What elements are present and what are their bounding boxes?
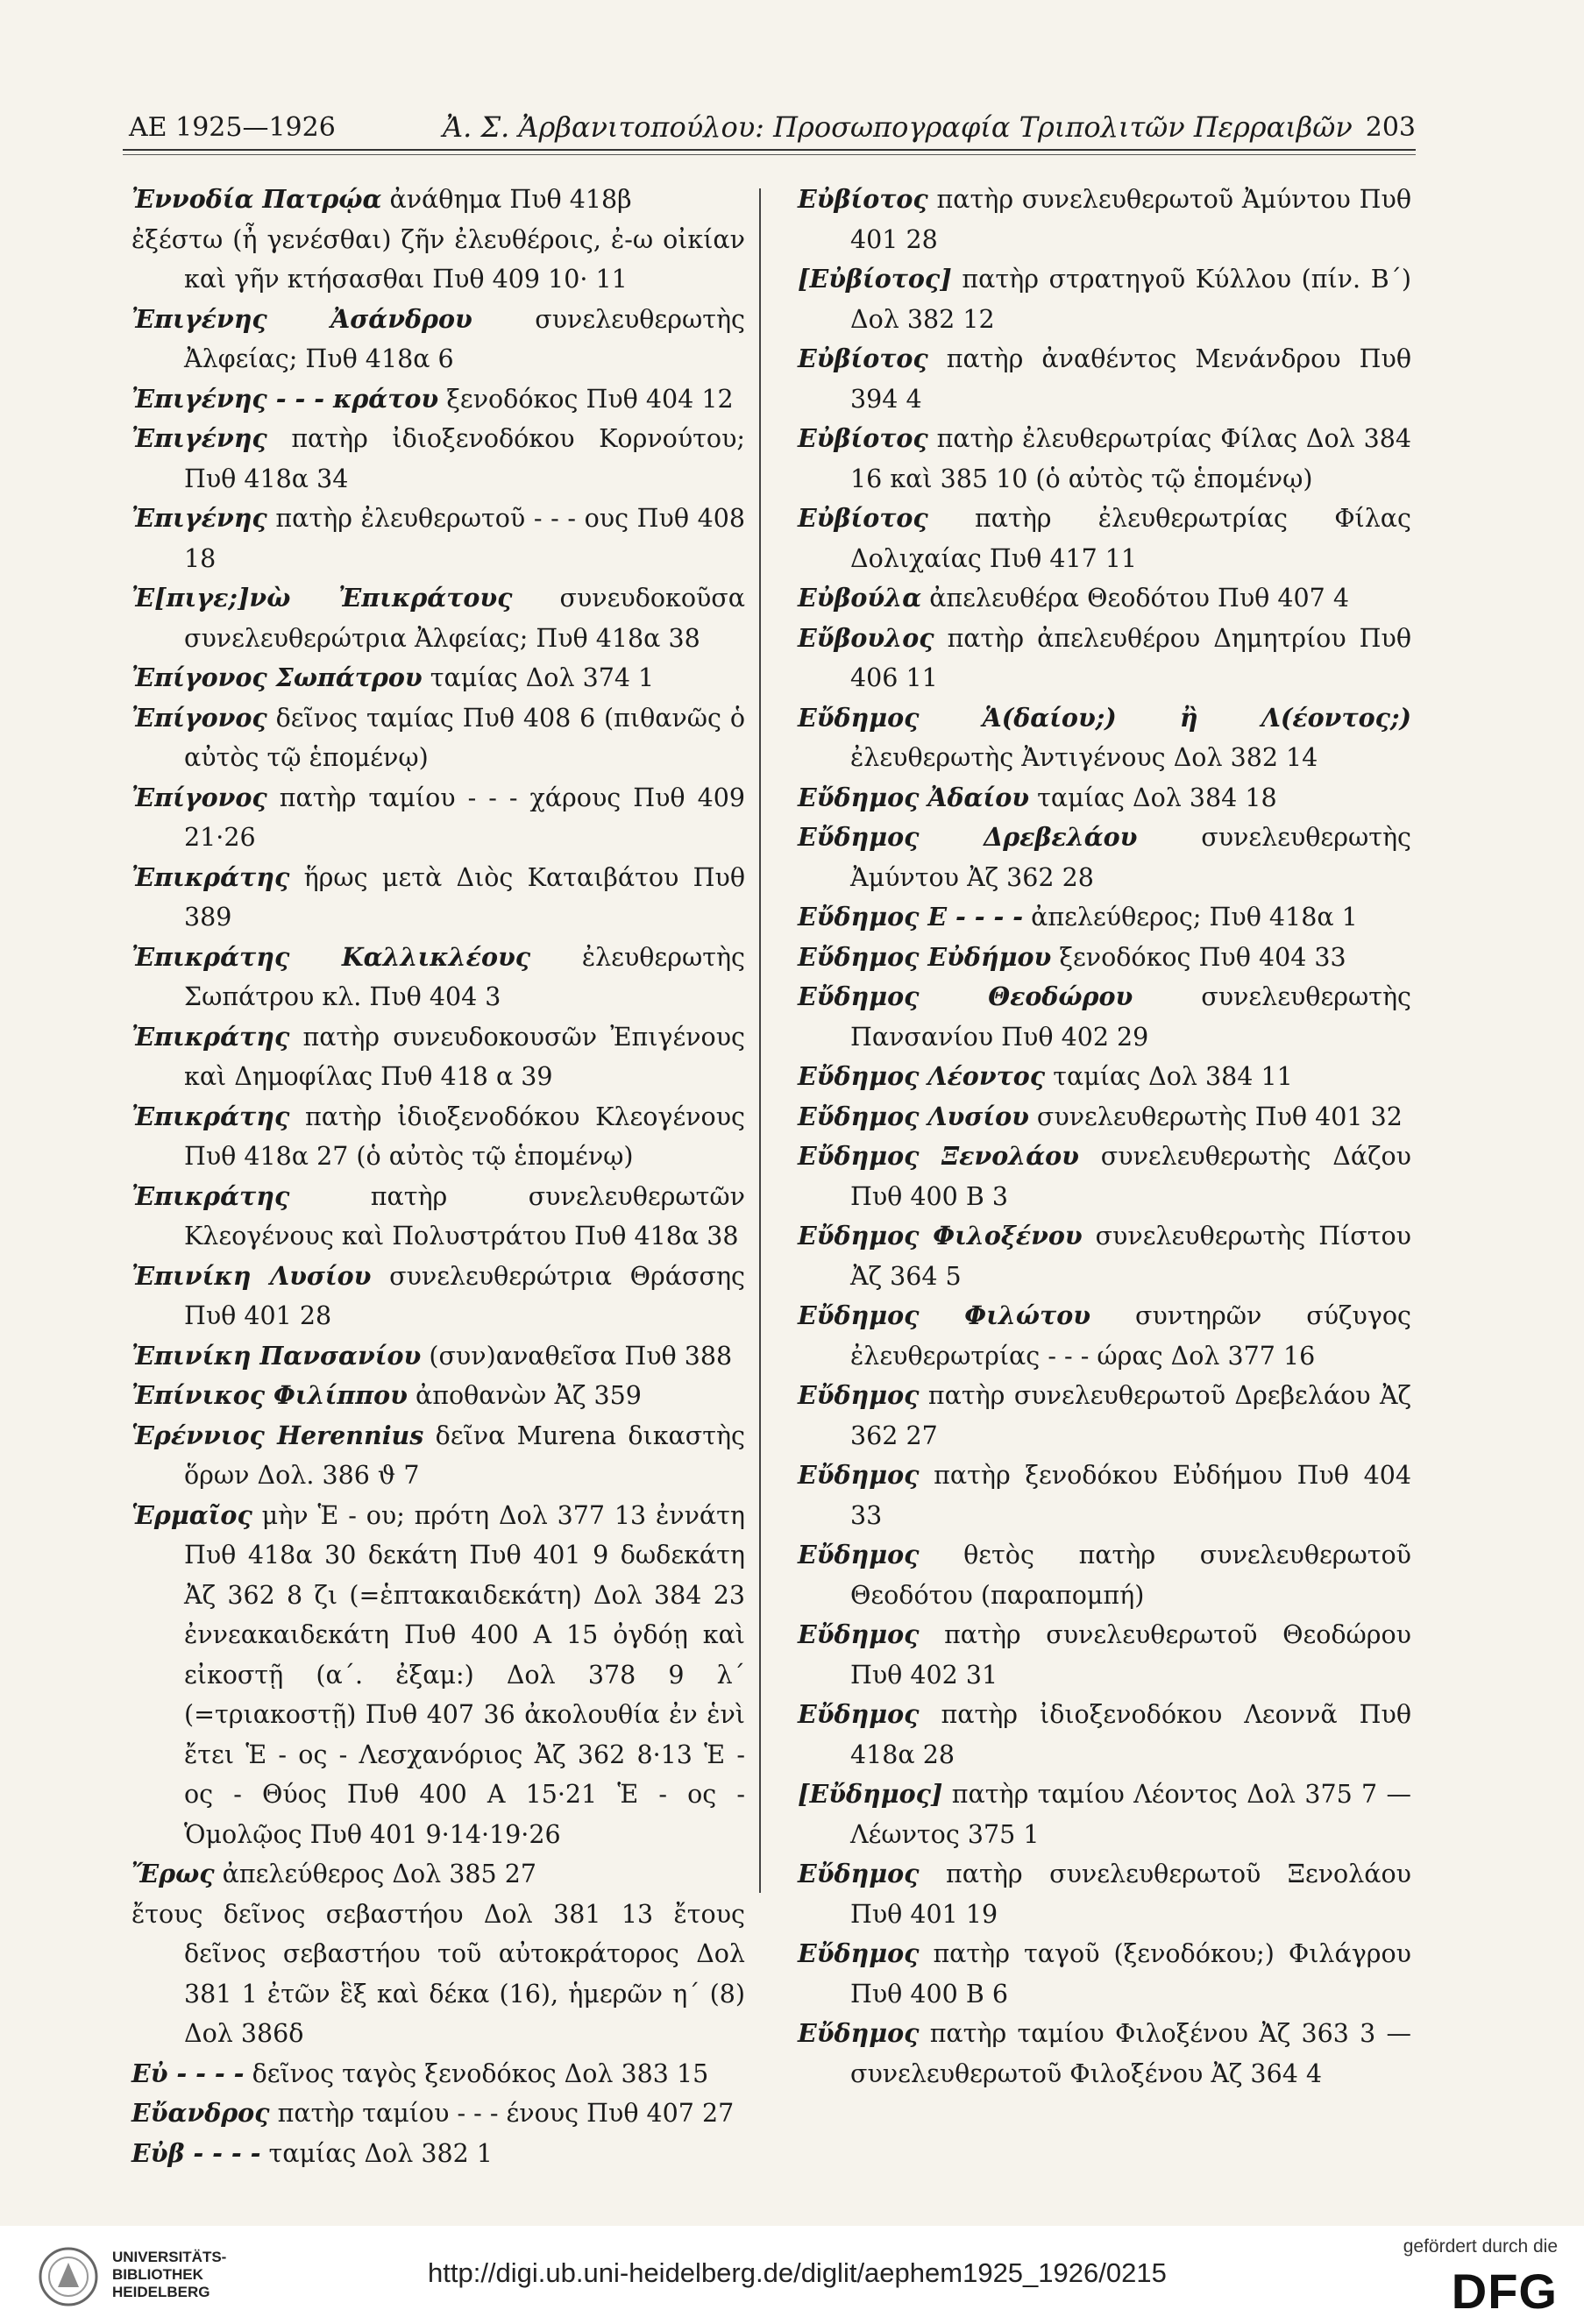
header-rule [123,149,1416,151]
entry-text: πατὴρ ξενοδόκου Εὐδήμου Πυθ 404 33 [850,1461,1412,1530]
footer [0,2226,1584,2324]
dfg-logo: DFG [1451,2264,1558,2319]
entry-name: Εὐ - - - - [131,2058,245,2088]
entry-name: Εὐβίοτος [798,184,928,214]
entry-name: Ἔρως [131,1859,215,1888]
entry-name: Εὔδημος [798,2018,920,2048]
entry-name: Εὔδημος Δρεβελάου [798,822,1138,852]
entry-text: πατὴρ συνελευθερωτοῦ Ἀμύντου Πυθ 401 28 [850,185,1411,254]
entry-name: Εὔδημος Ξενολάου [798,1141,1079,1171]
index-entry [131,1496,745,1855]
entry-text: πατὴρ ἰδιοξενοδόκου Κορνούτου; Πυθ 418α 34 [184,424,745,493]
entry-text: πατὴρ ταγοῦ (ξενοδόκου;) Φιλάγρου Πυθ 400 Β 6 [850,1939,1411,2009]
entry-name: Εὔδημος Φιλοξένου [798,1221,1083,1251]
running-title: Ἀ. Σ. Ἀρβανιτοπούλου: Προσωπογραφία Τριπολιτῶν Περραιβῶν [443,110,1353,144]
entry-text: ἀποθανὼν Ἀζ 359 [415,1381,642,1410]
entry-name: Ἐπίνικος Φιλίππου [131,1380,408,1410]
index-entry [798,938,1411,978]
entry-name: Εὔδημος [798,1859,920,1888]
index-entry [798,1535,1411,1615]
entry-text: συνελευθερωτὴς Πανσανίου Πυθ 402 29 [850,982,1412,1052]
entry-text: ἐλευθερωτὴς Ἀντιγένους Δολ 382 14 [850,743,1318,772]
entry-text: (συν)αναθεῖσα Πυθ 388 [429,1341,733,1371]
index-entry [798,818,1411,897]
index-entry [131,419,745,499]
funding-note: gefördert durch die [1403,2236,1558,2257]
running-header [118,107,1416,151]
entry-name: Ἑρμαῖος [131,1499,252,1530]
entry-text: συντηρῶν σύζυγος ἐλευθερωτρίας - - - ώρας Δολ 377 16 [850,1301,1411,1371]
entry-text: πατὴρ ταμίου - - - χάρους Πυθ 409 21·26 [184,783,745,852]
entry-text: πατὴρ ἀναθέντος Μενάνδρου Πυθ 394 4 [850,344,1411,414]
entry-name: Εὔδημος Εὐδήμου [798,941,1052,972]
entry-text: συνελευθερωτὴς Ἀλφείας; Πυθ 418α 6 [184,304,745,373]
library-line: UNIVERSITÄTS- [112,2249,227,2265]
entry-name: Εὔδημος [798,1380,920,1410]
index-entry [131,2134,745,2174]
entry-name: [Εὔδημος] [798,1779,943,1809]
index-entry [798,339,1411,419]
index-entry [798,977,1411,1057]
entry-text: ἔτους δεῖνος σεβαστήου Δολ 381 13 ἔτους δεῖνος σεβαστήου τοῦ αὐτοκράτορος Δολ 381 1 ἐτῶν ἓξ καὶ δέκα (16), ἡμερῶν η΄ (8) Δολ 386δ [131,1899,745,2048]
index-entry [798,2014,1411,2094]
index-entry [798,1296,1411,1376]
entry-name: Εὔδημος Ἀδαίου [798,782,1030,812]
page-number: 203 [1365,112,1416,143]
entry-name: Ἐπίγονος [131,702,267,733]
entry-text: ξενοδόκος Πυθ 404 33 [1059,942,1346,972]
index-entry [131,300,745,379]
entry-name: Ἐπικράτης [131,861,290,892]
index-entry [798,1775,1411,1854]
entry-name: Εὔδημος [798,1699,920,1729]
library-line: HEIDELBERG [112,2284,210,2300]
entry-name: Ἐπιγένης Ἀσάνδρου [131,303,472,334]
entry-text: συνελευθερωτὴς Πυθ 401 32 [1036,1102,1403,1131]
index-entry [131,698,745,778]
entry-name: Ἐπίγονος Σωπάτρου [131,662,423,692]
entry-text: πατὴρ συνελευθερωτοῦ Δρεβελάου Ἀζ 362 27 [850,1381,1411,1450]
entry-name: Ἐπιγένης [131,423,267,453]
entry-text: πατὴρ ἐλευθερωτρίας Φίλας Δολ 384 16 καὶ 385 10 (ὁ αὐτὸς τῷ ἑπομένῳ) [850,424,1411,493]
entry-name: Εὐβίοτος [798,344,928,373]
entry-text: συνελευθερωτὴς Πίστου Ἀζ 364 5 [850,1222,1412,1291]
entry-text: ἀπελεύθερος Δολ 385 27 [222,1860,537,1888]
entry-name: Ἐπικράτης [131,1101,290,1131]
entry-text: πατὴρ ἀπελευθέρου Δημητρίου Πυθ 406 11 [850,623,1411,692]
entry-text: ταμίας Δολ 382 1 [268,2138,493,2168]
entry-name: Ἐπικράτης [131,1021,290,1052]
entry-text: ἀπελευθέρα Θεοδότου Πυθ 407 4 [929,584,1349,613]
index-entry [131,379,745,420]
entry-text: συνελευθερώτρια Θράσσης Πυθ 401 28 [184,1261,745,1330]
entry-name: Εὔδημος Θεοδώρου [798,981,1133,1011]
entry-name: Εὔδημος [798,1938,920,1968]
permalink[interactable]: http://digi.ub.uni-heidelberg.de/diglit/aephem1925_1926/0215 [428,2257,1167,2288]
index-entry [798,1216,1411,1296]
index-entry [798,1376,1411,1456]
index-entry [131,938,745,1017]
index-entry [131,1416,745,1496]
entry-text: πατὴρ στρατηγοῦ Κύλλου (πίν. Β΄) Δολ 382 12 [850,265,1412,334]
index-entry [798,619,1411,698]
index-entry [131,1336,745,1377]
right-column [798,180,1411,2094]
index-entry [131,220,745,300]
column-divider [759,188,761,1893]
entry-name: Ἐπινίκη Πανσανίου [131,1340,422,1371]
index-entry [131,1017,745,1097]
library-line: BIBLIOTHEK [112,2266,203,2283]
index-entry [798,1137,1411,1216]
entry-name: Ἐννοδία Πατρῴα [131,184,382,214]
entry-text: πατὴρ ἐλευθερωτοῦ - - - ους Πυθ 408 18 [184,504,745,573]
index-entry [131,2094,745,2134]
entry-name: Εὔδημος Ἁ(δαίου;) ἢ Λ(έοντος;) [798,702,1411,733]
entry-text: ἐλευθερωτὴς Σωπάτρου κλ. Πυθ 404 3 [184,942,745,1011]
entry-name: Εὔδημος [798,1540,920,1569]
entry-name: Εὐβίοτος [798,423,928,453]
index-entry [131,1376,745,1416]
entry-text: ἥρως μετὰ Διὸς Καταιβάτου Πυθ 389 [184,862,745,932]
index-entry [798,1097,1411,1137]
index-entry [798,1456,1411,1535]
index-entry [131,778,745,858]
library-name [112,2249,226,2301]
entry-name: Ἐ[πιγε;]νὼ Ἐπικράτους [131,583,513,613]
entry-text: μὴν Ἑ - ου; πρότη Δολ 377 13 ἐννάτη Πυθ 418α 30 δεκάτη Πυθ 401 9 δωδεκάτη Ἀζ 362 8 ζι (=ἑπτακαιδεκάτη) Δολ 384 23 ἐννεακαιδεκάτη Πυθ 400 Α 15 ὀγδόῃ καὶ εἰκοστῇ (α΄. ἐξαμ:) Δολ 378 9 λ΄ (=τριακοστῇ) Πυθ 407 36 ἀκολουθία ἐν ἑνὶ ἔτει Ἑ - ος - Λεσχανόριος Ἀζ 362 8·13 Ἑ - ος - Θύος Πυθ 400 Α 15·21 Ἑ - ος - Ὁμολῷος Πυθ 401 9·14·19·26 [184,1500,746,1849]
index-entry [131,499,745,578]
entry-text: πατὴρ ἰδιοξενοδόκου Κλεογένους Πυθ 418α 27 (ὁ αὐτὸς τῷ ἑπομένῳ) [184,1102,745,1171]
entry-name: Εὐβίοτος [798,503,928,533]
entry-name: Εὔδημος Λυσίου [798,1101,1029,1131]
index-entry [131,1177,745,1257]
entry-text: συνελευθερωτὴς Δάζου Πυθ 400 Β 3 [850,1142,1412,1211]
index-entry [798,1057,1411,1097]
entry-name: Εὐβούλα [798,583,922,613]
index-entry [798,897,1411,938]
left-column [131,180,745,2173]
entry-name: Εὔδημος Λέοντος [798,1061,1046,1091]
entry-name: Ἑρέννιος Herennius [131,1420,424,1450]
index-entry [131,1854,745,1895]
university-seal-icon [37,2242,100,2312]
entry-text: ἀπελεύθερος; Πυθ 418α 1 [1031,903,1358,932]
entry-name: Εὔδημος [798,1460,920,1490]
index-entry [131,858,745,938]
index-entry [798,259,1411,339]
entry-name: Ἐπιγένης - - - κράτου [131,383,439,414]
entry-name: Εὔδημος [798,1619,920,1649]
index-entry [798,1695,1411,1775]
entry-name: Εὔβουλος [798,622,934,653]
entry-text: δεῖνος ταγὸς ξενοδόκος Δολ 383 15 [252,2058,709,2088]
entry-text: θετὸς πατὴρ συνελευθερωτοῦ Θεοδότου (παραπομπή) [850,1541,1411,1610]
index-entry [131,2054,745,2094]
entry-text: πατὴρ ταμίου Λέοντος Δολ 375 7 — Λέωντος 375 1 [850,1780,1411,1849]
entry-text: συνελευθερωτὴς Ἀμύντου Ἀζ 362 28 [850,823,1411,892]
index-entry [131,180,745,220]
entry-name: [Εὐβίοτος] [798,264,952,294]
entry-text: πατὴρ συνελευθερωτοῦ Ξενολάου Πυθ 401 19 [850,1860,1411,1929]
entry-name: Ἐπίγονος [131,782,267,812]
journal-volume: ΑΕ 1925—1926 [129,112,336,143]
entry-text: πατὴρ ἐλευθερωτρίας Φίλας Δολιχαίας Πυθ 417 11 [850,504,1412,573]
index-entry [131,658,745,698]
entry-name: Εὐβ - - - - [131,2137,261,2168]
entry-text: ξενοδόκος Πυθ 404 12 [446,384,734,414]
index-entry [798,180,1411,259]
entry-text: ταμίας Δολ 384 18 [1037,783,1277,812]
entry-text: πατὴρ συνελευθερωτοῦ Θεοδώρου Πυθ 402 31 [850,1620,1412,1690]
entry-text: ἐξέστω (ἦ γενέσθαι) ζῆν ἐλευθέροις, ἐ-ω οἰκίαν καὶ γῆν κτήσασθαι Πυθ 409 10· 11 [131,224,745,294]
entry-text: πατὴρ ταμίου Φιλοξένου Ἀζ 363 3 — συνελευθερωτοῦ Φιλοξένου Ἀζ 364 4 [850,2019,1412,2088]
index-entry [798,698,1411,778]
entry-text: ταμίας Δολ 374 1 [430,663,655,692]
entry-text: συνευδοκοῦσα συνελευθερώτρια Ἀλφείας; Πυθ 418α 38 [184,584,746,653]
entry-name: Ἐπινίκη Λυσίου [131,1260,372,1291]
entry-text: πατὴρ ἰδιοξενοδόκου Λεοννᾶ Πυθ 418α 28 [850,1700,1412,1769]
index-entry [798,578,1411,619]
entry-text: πατὴρ συνελευθερωτῶν Κλεογένους καὶ Πολυστράτου Πυθ 418α 38 [184,1181,745,1251]
entry-name: Εὔδημος Φιλώτου [798,1300,1091,1330]
index-entry [131,1257,745,1336]
index-entry [798,1934,1411,2014]
entry-name: Εὔδημος Ε - - - - [798,902,1024,932]
entry-name: Εὔανδρος [131,2098,270,2128]
header-rule-thin [123,154,1416,155]
index-entry [131,1097,745,1177]
index-entry [131,1895,745,2054]
entry-name: Ἐπικράτης [131,1180,290,1211]
index-entry [798,499,1411,578]
index-entry [131,578,745,658]
entry-name: Ἐπικράτης Καλλικλέους [131,941,531,972]
entry-name: Ἐπιγένης [131,503,267,533]
entry-text: πατὴρ ταμίου - - - ένους Πυθ 407 27 [277,2099,735,2128]
entry-text: δεῖνος ταμίας Πυθ 408 6 (πιθανῶς ὁ αὐτὸς τῷ ἑπομένῳ) [184,703,745,772]
entry-text: πατὴρ συνευδοκουσῶν Ἐπιγένους καὶ Δημοφίλας Πυθ 418 α 39 [184,1022,745,1091]
index-entry [798,1854,1411,1934]
entry-text: δεῖνα Murena δικαστὴς ὅρων Δολ. 386 ϑ 7 [184,1421,746,1490]
index-entry [798,1615,1411,1695]
entry-text: ἀνάθημα Πυθ 418β [389,185,632,214]
entry-text: ταμίας Δολ 384 11 [1053,1062,1293,1091]
index-entry [798,419,1411,499]
index-entry [798,778,1411,818]
